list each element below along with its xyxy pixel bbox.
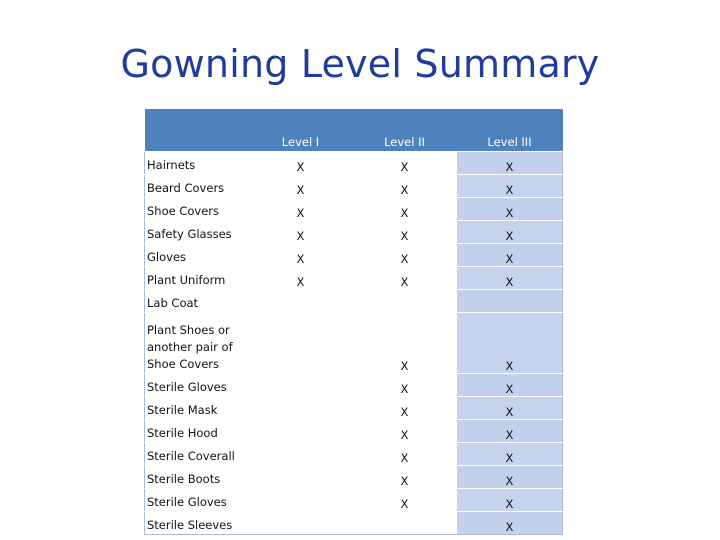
level-3-mark: X xyxy=(457,512,563,535)
row-item-text: Sterile Gloves xyxy=(147,495,227,509)
row-item-label xyxy=(145,244,249,267)
page-title: Gowning Level Summary xyxy=(120,42,600,86)
level-2-mark: X xyxy=(353,420,457,443)
table-row xyxy=(145,397,563,420)
table-body xyxy=(145,152,563,535)
table-row xyxy=(145,152,563,175)
level-3-mark: X xyxy=(457,267,563,290)
level-3-mark: X xyxy=(457,221,563,244)
level-3-mark: X xyxy=(457,420,563,443)
row-item-label xyxy=(145,152,249,175)
row-item-text: Beard Covers xyxy=(147,181,225,195)
row-item-label xyxy=(145,443,249,466)
level-3-mark: X xyxy=(457,198,563,221)
table-header-row xyxy=(145,109,563,152)
table-row xyxy=(145,175,563,198)
level-1-mark: X xyxy=(249,175,353,198)
level-1-mark xyxy=(249,290,353,313)
gowning-summary-table xyxy=(144,109,563,535)
level-1-mark xyxy=(249,420,353,443)
level-3-mark: X xyxy=(457,466,563,489)
table-row xyxy=(145,374,563,397)
row-item-text: Sterile Boots xyxy=(147,472,221,486)
table-row xyxy=(145,489,563,512)
level-1-mark: X xyxy=(249,198,353,221)
row-item-label xyxy=(145,512,249,535)
table-row xyxy=(145,443,563,466)
level-3-mark: X xyxy=(457,443,563,466)
level-2-mark xyxy=(353,290,457,313)
row-item-text: Plant Uniform xyxy=(147,273,226,287)
table-row xyxy=(145,244,563,267)
table-row xyxy=(145,198,563,221)
row-item-label xyxy=(145,313,249,374)
row-item-text: Shoe Covers xyxy=(147,204,220,218)
level-3-mark: X xyxy=(457,374,563,397)
row-item-text: Plant Shoes or another pair of Shoe Covers xyxy=(147,323,233,371)
level-2-mark: X xyxy=(353,267,457,290)
level-1-mark xyxy=(249,374,353,397)
row-item-label xyxy=(145,397,249,420)
level-2-mark: X xyxy=(353,489,457,512)
header-level-3: Level III xyxy=(457,109,563,152)
level-1-mark xyxy=(249,443,353,466)
row-item-label xyxy=(145,466,249,489)
level-1-mark: X xyxy=(249,244,353,267)
row-item-label xyxy=(145,221,249,244)
level-2-mark: X xyxy=(353,313,457,374)
level-2-mark: X xyxy=(353,374,457,397)
header-item xyxy=(145,109,249,152)
level-2-mark: X xyxy=(353,443,457,466)
row-item-text: Sterile Sleeves xyxy=(147,518,233,532)
level-3-mark: X xyxy=(457,152,563,175)
table-row xyxy=(145,267,563,290)
table-row xyxy=(145,466,563,489)
level-1-mark: X xyxy=(249,267,353,290)
level-2-mark: X xyxy=(353,221,457,244)
row-item-text: Sterile Mask xyxy=(147,403,218,417)
row-item-text: Gloves xyxy=(147,250,187,264)
level-1-mark xyxy=(249,397,353,420)
row-item-label xyxy=(145,290,249,313)
row-item-label xyxy=(145,420,249,443)
level-2-mark: X xyxy=(353,466,457,489)
level-3-mark: X xyxy=(457,244,563,267)
row-item-text: Sterile Gloves xyxy=(147,380,227,394)
table-row xyxy=(145,221,563,244)
level-2-mark: X xyxy=(353,152,457,175)
row-item-text: Sterile Hood xyxy=(147,426,218,440)
table-row xyxy=(145,313,563,374)
level-1-mark: X xyxy=(249,221,353,244)
level-2-mark xyxy=(353,512,457,535)
header-level-2: Level II xyxy=(353,109,457,152)
row-item-label xyxy=(145,267,249,290)
row-item-label xyxy=(145,489,249,512)
level-3-mark: X xyxy=(457,175,563,198)
level-3-mark: X xyxy=(457,313,563,374)
level-1-mark xyxy=(249,466,353,489)
level-2-mark: X xyxy=(353,397,457,420)
row-item-text: Lab Coat xyxy=(147,296,199,310)
level-1-mark xyxy=(249,512,353,535)
table-row xyxy=(145,290,563,313)
row-item-text: Hairnets xyxy=(147,158,196,172)
level-2-mark: X xyxy=(353,198,457,221)
row-item-label xyxy=(145,198,249,221)
row-item-text: Sterile Coverall xyxy=(147,449,235,463)
level-1-mark xyxy=(249,313,353,374)
level-2-mark: X xyxy=(353,244,457,267)
table-row xyxy=(145,420,563,443)
row-item-label xyxy=(145,374,249,397)
row-item-label xyxy=(145,175,249,198)
table-row xyxy=(145,512,563,535)
level-3-mark: X xyxy=(457,397,563,420)
level-1-mark xyxy=(249,489,353,512)
row-item-text: Safety Glasses xyxy=(147,227,232,241)
level-2-mark: X xyxy=(353,175,457,198)
level-3-mark: X xyxy=(457,489,563,512)
header-level-1: Level I xyxy=(249,109,353,152)
level-3-mark xyxy=(457,290,563,313)
level-1-mark: X xyxy=(249,152,353,175)
